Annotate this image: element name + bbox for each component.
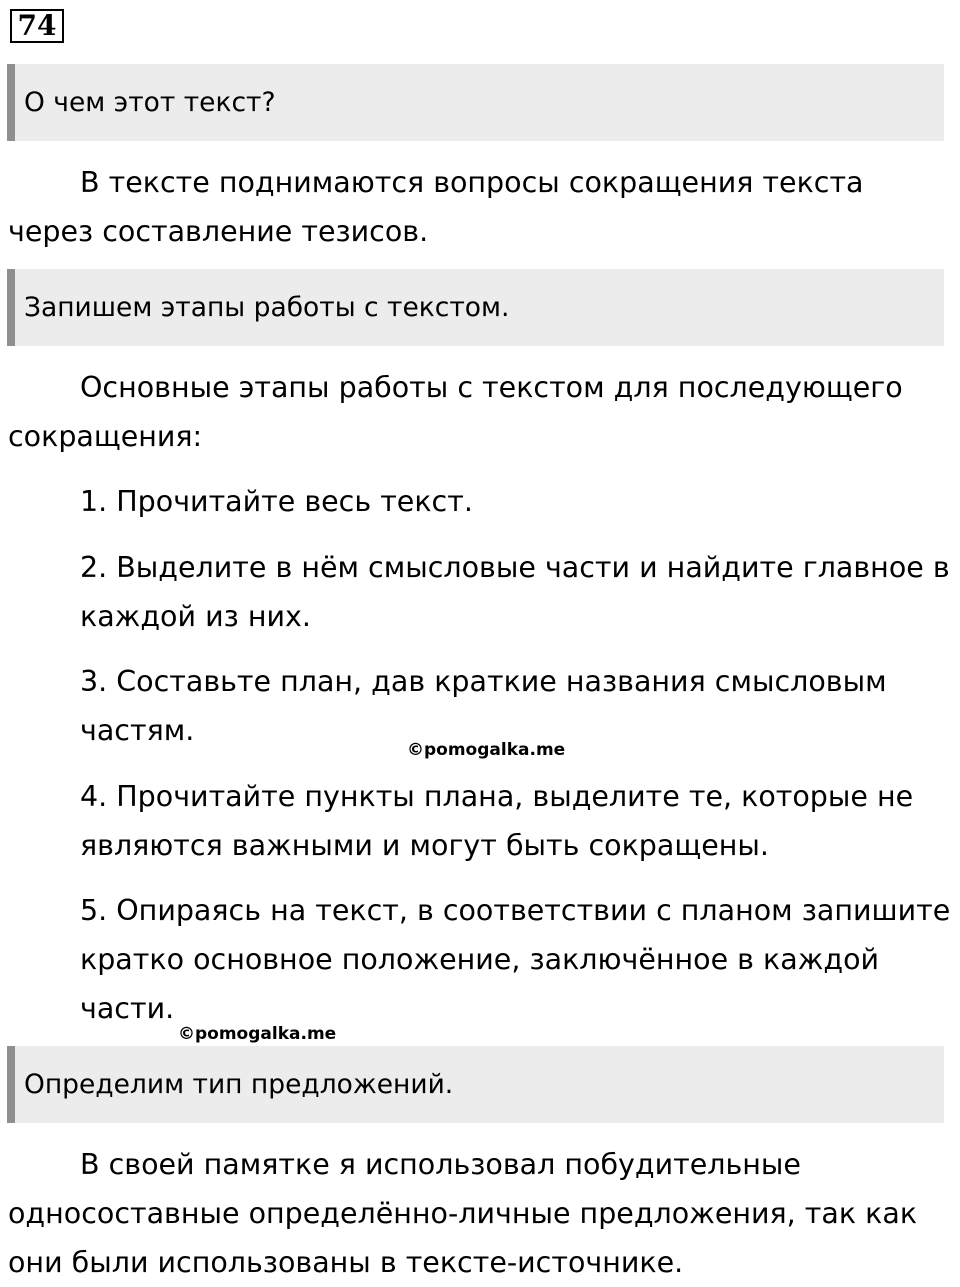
watermark-text: ©pomogalka.me <box>407 740 566 760</box>
task-number-badge: 74 <box>10 9 64 43</box>
section-heading-about-text <box>7 64 944 141</box>
list-item-step-4: 4. Прочитайте пункты плана, выделите те, которые не являются важными и могут быть сокращены. <box>80 780 914 862</box>
list-item-step-1: 1. Прочитайте весь текст. <box>80 485 473 518</box>
answer-paragraph-about-text <box>8 158 953 256</box>
section-heading-label: Запишем этапы работы с текстом. <box>24 292 510 323</box>
answer-paragraph-sentence-type <box>8 1140 953 1287</box>
answer-text: В тексте поднимаются вопросы сокращения текста через составление тезисов. <box>8 166 864 248</box>
section-heading-work-stages <box>7 269 944 346</box>
intro-text: Основные этапы работы с текстом для последующего сокращения: <box>8 371 903 453</box>
list-item-step-5: 5. Опираясь на текст, в соответствии с планом запишите кратко основное положение, заключённое в каждой части. <box>80 894 951 1025</box>
intro-paragraph-work-stages <box>8 363 953 461</box>
list-item-step-2: 2. Выделите в нём смысловые части и найдите главное в каждой из них. <box>80 551 950 633</box>
watermark-text: ©pomogalka.me <box>178 1024 337 1044</box>
section-heading-label: О чем этот текст? <box>24 87 276 118</box>
answer-text: В своей памятке я использовал побудительные односоставные определённо-личные предложения, так как они были использованы в тексте-источнике. <box>8 1148 918 1279</box>
list-item-step-3: 3. Составьте план, дав краткие названия смысловым частям. <box>80 665 887 747</box>
section-heading-label: Определим тип предложений. <box>24 1069 454 1100</box>
section-heading-sentence-type <box>7 1046 944 1123</box>
